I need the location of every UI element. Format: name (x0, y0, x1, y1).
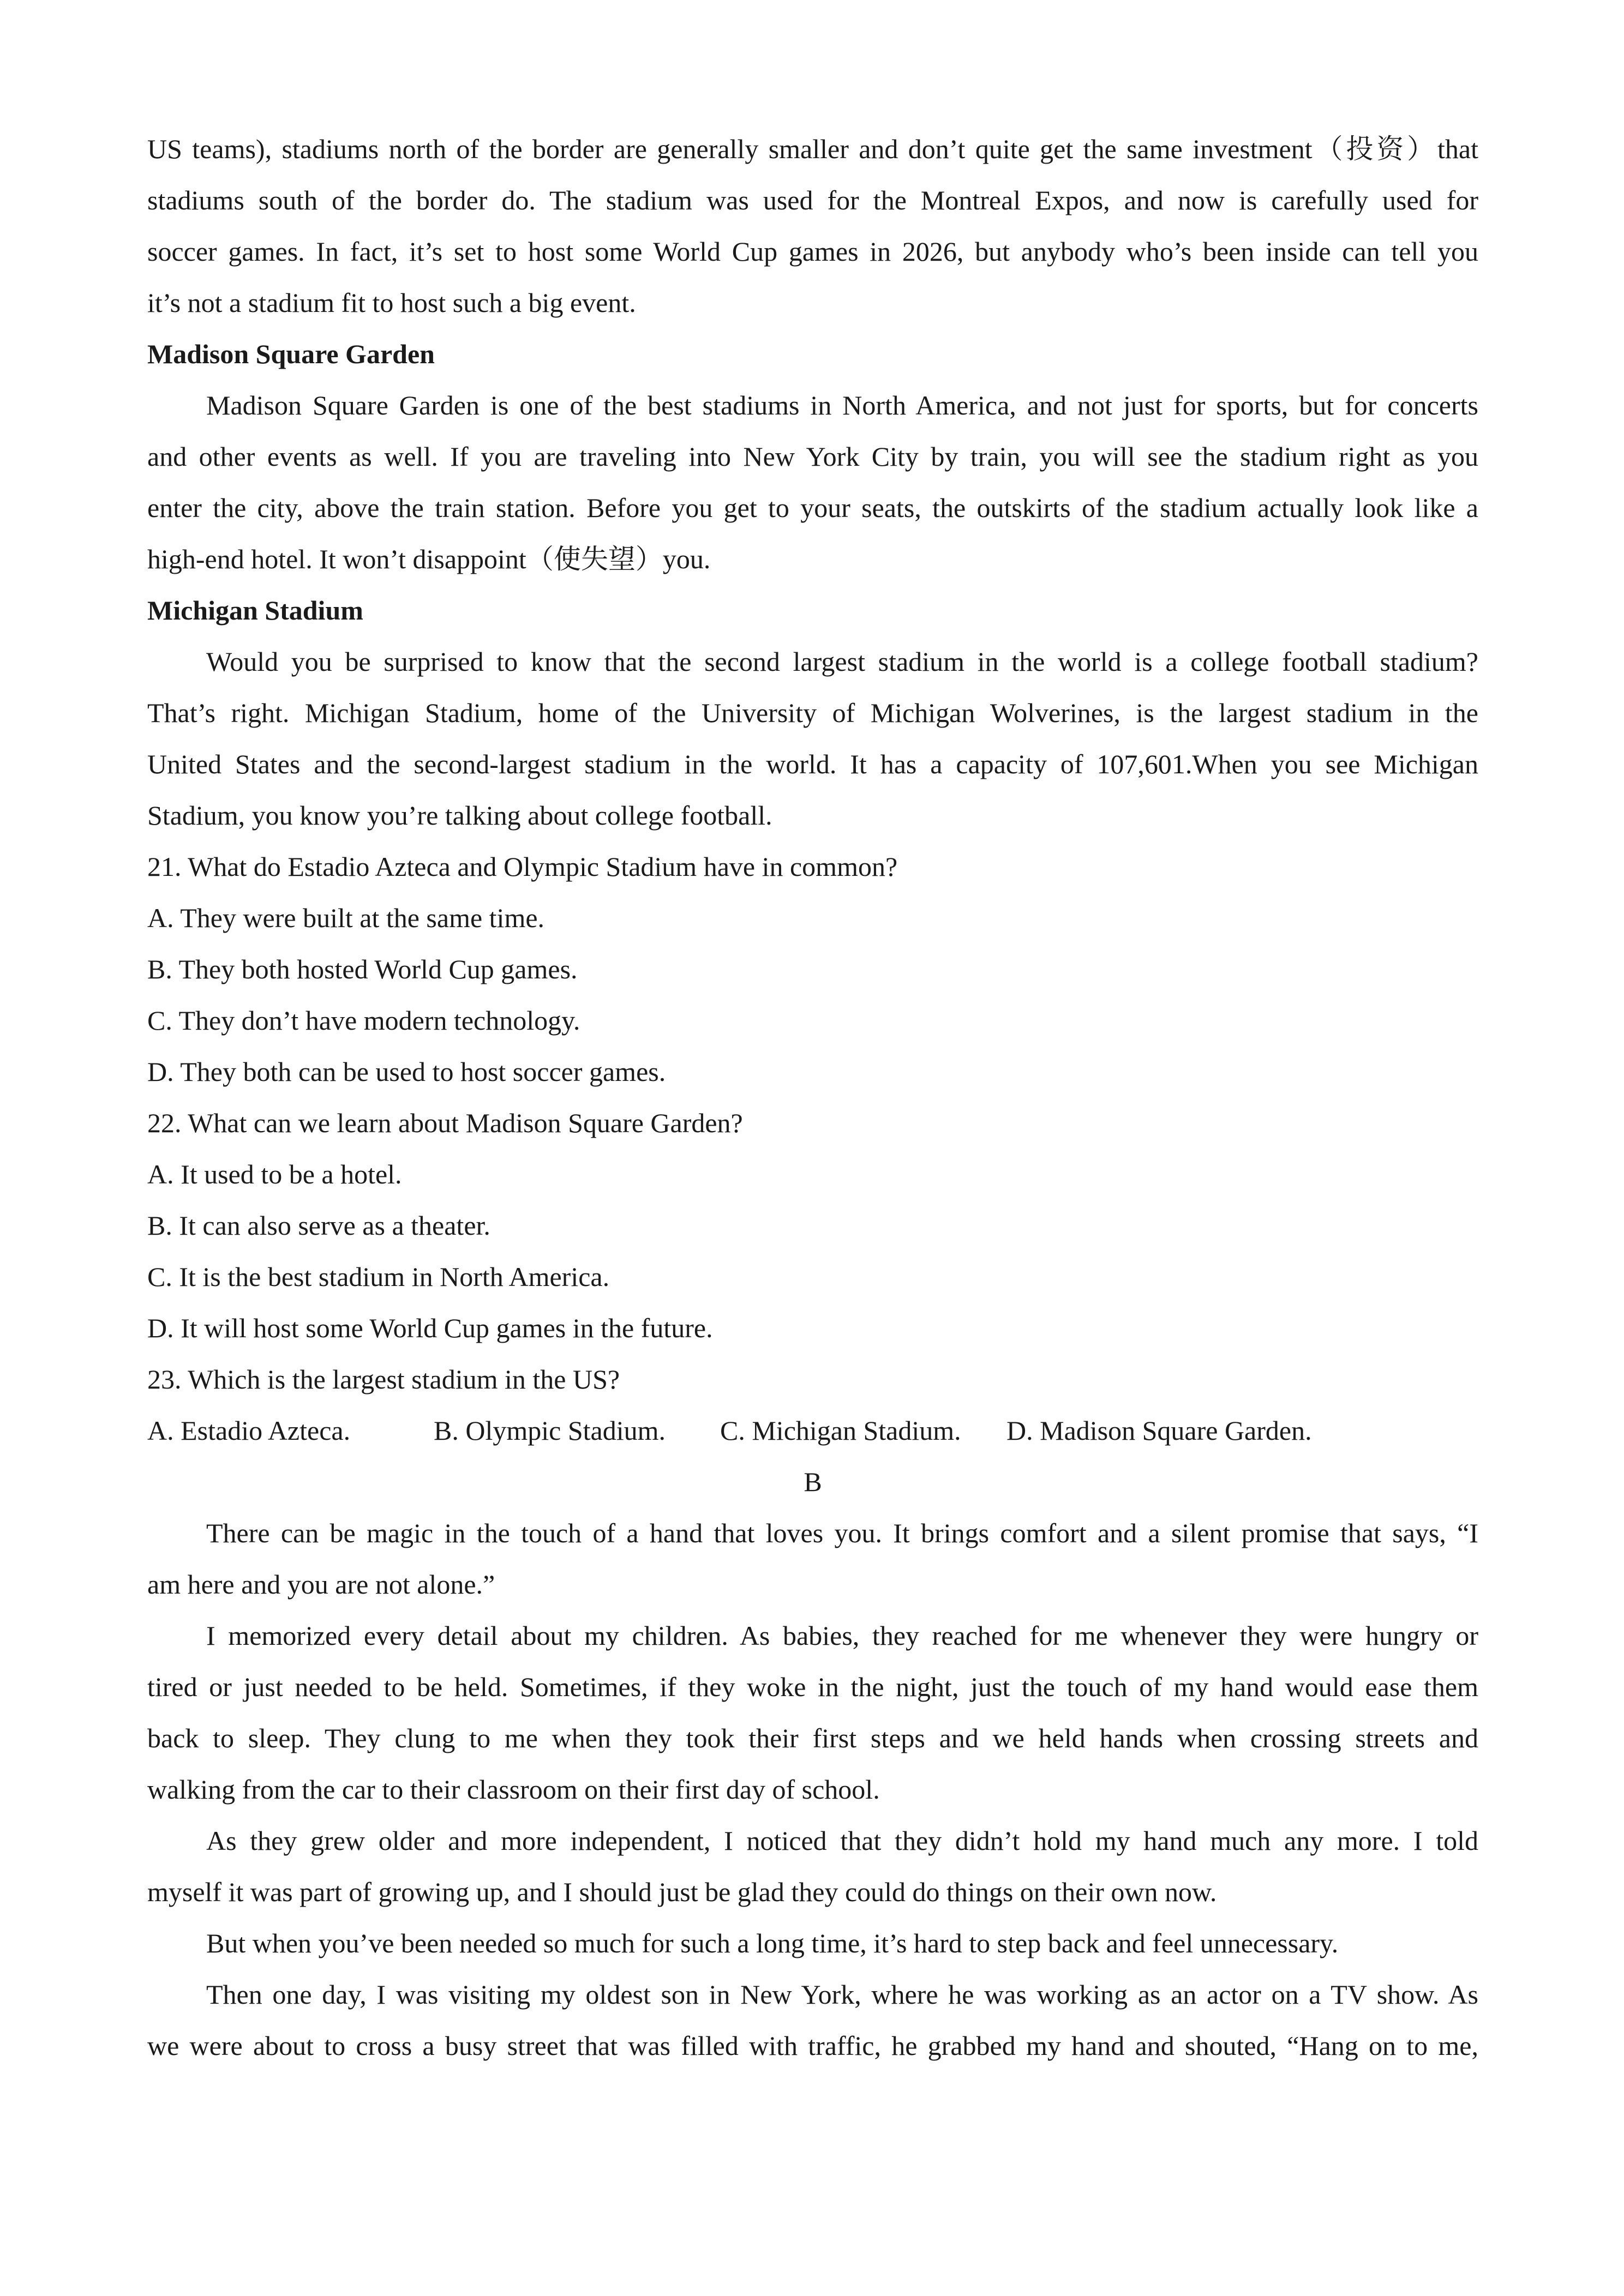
text-line: Madison Square Garden is one of the best stadiums in North America, and not just for sports, but for concerts (206, 390, 1478, 420)
answer-options-row (147, 1405, 1478, 1456)
answer-option: C. It is the best stadium in North America. (147, 1261, 610, 1292)
text-line: But when you’ve been needed so much for such a long time, it’s hard to step back and feel unnecessary. (206, 1928, 1339, 1958)
passage-marker-b: B (804, 1466, 822, 1497)
question-21 (147, 841, 1478, 1097)
text-line: stadiums south of the border do. The stadium was used for the Montreal Expos, and now is carefully used for (147, 185, 1478, 215)
text-line: tired or just needed to be held. Sometimes, if they woke in the night, just the touch of my hand would ease them (147, 1672, 1478, 1702)
text-line: As they grew older and more independent, I noticed that they didn’t hold my hand much any more. I told (206, 1825, 1478, 1856)
answer-option: D. They both can be used to host soccer games. (147, 1056, 666, 1087)
text-line: myself it was part of growing up, and I should just be glad they could do things on their own now. (147, 1877, 1217, 1907)
text-line: soccer games. In fact, it’s set to host some World Cup games in 2026, but anybody who’s been inside can tell you (147, 236, 1478, 267)
section-heading-madison: Madison Square Garden (147, 339, 435, 369)
passage-b-paragraph-5 (147, 1969, 1478, 2071)
text-line: Stadium, you know you’re talking about college football. (147, 800, 772, 831)
passage-b-paragraph-3 (147, 1815, 1478, 1918)
answer-option: C. They don’t have modern technology. (147, 1005, 580, 1036)
question-stem: 22. What can we learn about Madison Square Garden? (147, 1108, 743, 1138)
passage-b-paragraph-2 (147, 1610, 1478, 1815)
passage-b-paragraph-1 (147, 1507, 1478, 1610)
section-heading-michigan: Michigan Stadium (147, 595, 363, 626)
question-stem: 23. Which is the largest stadium in the US? (147, 1364, 620, 1395)
answer-option: A. It used to be a hotel. (147, 1159, 402, 1189)
question-stem: 21. What do Estadio Azteca and Olympic Stadium have in common? (147, 851, 898, 882)
answer-option: D. Madison Square Garden. (1006, 1415, 1312, 1446)
text-line: I memorized every detail about my children. As babies, they reached for me whenever they were hungry or (206, 1620, 1478, 1651)
text-line: That’s right. Michigan Stadium, home of the University of Michigan Wolverines, is the largest stadium in the (147, 698, 1478, 728)
text-line: enter the city, above the train station. Before you get to your seats, the outskirts of the stadium actually look like a (147, 492, 1478, 523)
text-line: back to sleep. They clung to me when they took their first steps and we held hands when crossing streets and (147, 1723, 1478, 1753)
text-line: it’s not a stadium fit to host such a big event. (147, 287, 636, 318)
text-line: US teams), stadiums north of the border are generally smaller and don’t quite get the same investment（投资）that (147, 134, 1478, 164)
text-line: Would you be surprised to know that the second largest stadium in the world is a college football stadium? (206, 646, 1478, 677)
answer-option: B. They both hosted World Cup games. (147, 954, 578, 984)
text-line: Then one day, I was visiting my oldest son in New York, where he was working as an actor on a TV show. As (206, 1979, 1478, 2010)
olympic-stadium-paragraph (147, 123, 1478, 328)
answer-option: A. Estadio Azteca. (147, 1415, 351, 1446)
answer-option: D. It will host some World Cup games in the future. (147, 1313, 713, 1343)
exam-page (147, 123, 1478, 2071)
answer-option: C. Michigan Stadium. (720, 1415, 961, 1446)
text-line: am here and you are not alone.” (147, 1569, 495, 1600)
text-line: and other events as well. If you are traveling into New York City by train, you will see the stadium right as you (147, 441, 1478, 472)
question-23 (147, 1354, 1478, 1456)
text-line: United States and the second-largest stadium in the world. It has a capacity of 107,601.When you see Michigan (147, 749, 1478, 779)
text-line: walking from the car to their classroom on their first day of school. (147, 1774, 880, 1805)
passage-b-paragraph-4 (147, 1918, 1478, 1969)
madison-paragraph (147, 380, 1478, 585)
text-line: There can be magic in the touch of a hand that loves you. It brings comfort and a silent promise that says, “I (206, 1518, 1478, 1548)
answer-option: B. It can also serve as a theater. (147, 1210, 490, 1241)
michigan-paragraph (147, 636, 1478, 841)
text-line: high-end hotel. It won’t disappoint（使失望）you. (147, 544, 711, 574)
answer-option: A. They were built at the same time. (147, 903, 545, 933)
answer-option: B. Olympic Stadium. (434, 1415, 666, 1446)
text-line: we were about to cross a busy street that was filled with traffic, he grabbed my hand and shouted, “Hang on to me, (147, 2030, 1478, 2061)
question-22 (147, 1097, 1478, 1354)
